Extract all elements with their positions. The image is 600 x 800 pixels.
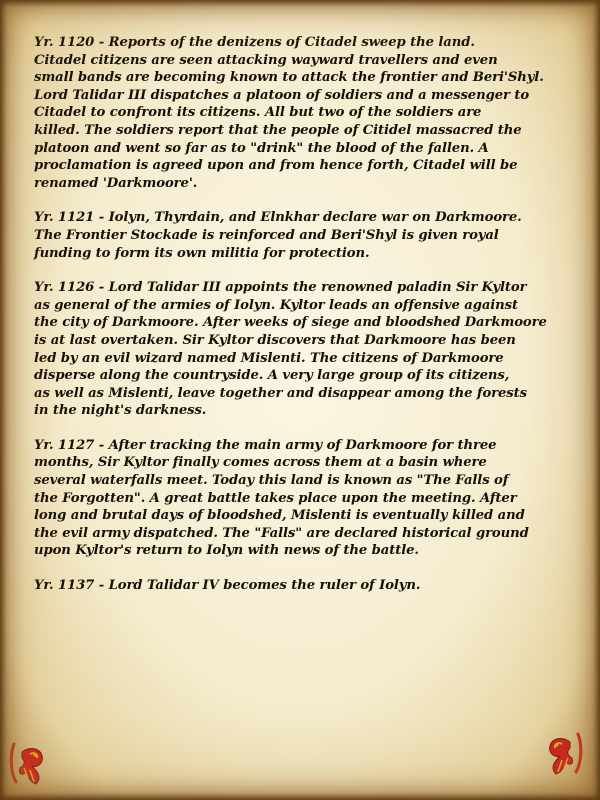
dragon-icon (8, 738, 50, 788)
text-line: small bands are becoming known to attack the frontier and Beri'Shyl. (34, 70, 544, 86)
text-line: Yr. 1120 - Reports of the denizens of Citadel sweep the land. (34, 35, 475, 50)
text-line: the Forgotten". A great battle takes place upon the meeting. After (34, 490, 517, 506)
text-line: Yr. 1126 - Lord Talidar III appoints the renowned paladin Sir Kyltor (34, 280, 527, 296)
text-line: months, Sir Kyltor finally comes across them at a basin where (34, 455, 487, 471)
text-line: killed. The soldiers report that the people of Citidel massacred the (34, 122, 522, 138)
text-line: Yr. 1137 - Lord Talidar IV becomes the ruler of Iolyn. (34, 578, 421, 594)
text-line: funding to form its own militia for protection. (34, 245, 370, 261)
text-line: upon Kyltor's return to Iolyn with news of the battle. (34, 543, 419, 559)
text-line: is at last overtaken. Sir Kyltor discovers that Darkmoore has been (34, 332, 516, 348)
text-line: as general of the armies of Iolyn. Kyltor leads an offensive against (34, 297, 518, 313)
entry-yr-1121 (34, 209, 564, 262)
dragon-icon (542, 728, 584, 778)
text-line: Yr. 1127 - After tracking the main army of Darkmoore for three (34, 437, 497, 453)
text-line: in the night's darkness. (34, 403, 207, 419)
text-line: Citadel citizens are seen attacking wayward travellers and even (34, 52, 498, 68)
entry-yr-1137 (34, 577, 564, 595)
text-line: long and brutal days of bloodshed, Mislenti is eventually killed and (34, 508, 525, 524)
text-line: Lord Talidar III dispatches a platoon of soldiers and a messenger to (34, 87, 530, 103)
text-line: Yr. 1121 - Iolyn, Thyrdain, and Elnkhar declare war on Darkmoore. (34, 210, 522, 226)
text-line: disperse along the countryside. A very large group of its citizens, (34, 368, 510, 384)
text-line: proclamation is agreed upon and from hence forth, Citadel will be (34, 158, 518, 174)
text-line: the evil army dispatched. The "Falls" are declared historical ground (34, 525, 529, 541)
text-line: as well as Mislenti, leave together and disappear among the forests (34, 385, 527, 401)
chronicle-text (34, 34, 564, 612)
text-line: Citadel to confront its citizens. All but two of the soldiers are (34, 105, 482, 121)
text-line: several waterfalls meet. Today this land is known as "The Falls of (34, 473, 509, 489)
entry-yr-1120 (34, 34, 564, 192)
entry-yr-1126 (34, 279, 564, 420)
text-line: The Frontier Stockade is reinforced and Beri'Shyl is given royal (34, 227, 499, 243)
entry-yr-1127 (34, 437, 564, 560)
text-line: renamed 'Darkmoore'. (34, 175, 198, 191)
text-line: the city of Darkmoore. After weeks of siege and bloodshed Darkmoore (34, 315, 547, 331)
text-line: led by an evil wizard named Mislenti. The citizens of Darkmoore (34, 350, 504, 366)
text-line: platoon and went so far as to "drink" the blood of the fallen. A (34, 140, 489, 156)
